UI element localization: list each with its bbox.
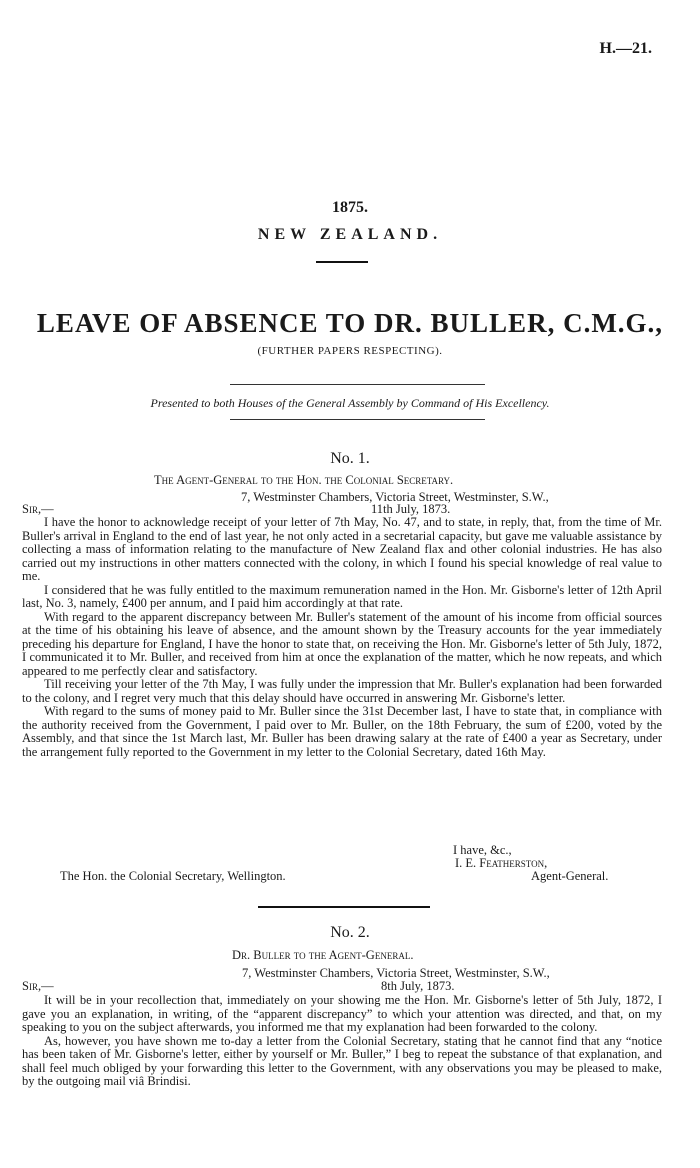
letter-salutation: Sir,— [22, 502, 54, 516]
letter-heading: The Agent-General to the Hon. the Colonial Secretary. [154, 473, 454, 487]
paragraph: As, however, you have shown me to-day a letter from the Colonial Secretary, stating that he cannot find that any “notice has been taken of Mr. Gisborne's letter, either by yourself or Mr. Buller,” I beg to repeat the substance of that explanation, and shall feel much obliged by your forwarding this letter to the Government, with any observations you may be pleased to make, by the outgoing mail viâ Brindisi. [22, 1033, 662, 1088]
letter-number: No. 2. [330, 924, 370, 941]
letter-signature: I. E. Featherston, [455, 856, 548, 870]
letter-closing: I have, &c., [453, 843, 512, 857]
presented-line: Presented to both Houses of the General Assembly by Command of His Excellency. [150, 396, 550, 410]
signer-title: Agent-General. [531, 869, 609, 883]
section-rule [258, 906, 430, 908]
letter-heading: Dr. Buller to the Agent-General. [232, 948, 414, 962]
letter-date: 11th July, 1873. [371, 502, 451, 516]
paper-reference: H.—21. [599, 40, 652, 57]
year: 1875. [332, 199, 368, 216]
paragraph: Till receiving your letter of the 7th May, I was fully under the impression that Mr. Buller's explanation had been forwarded to the colony, and I regret very much that this delay should have occurred in answering Mr. Gisborne's letter. [22, 677, 662, 705]
paragraph: With regard to the sums of money paid to Mr. Buller since the 31st December last, I have to state that, in compliance with the authority received from the Government, I paid over to Mr. Buller, on the 18th February, the sum of £200, voted by the Assembly, and that since the 1st March last, Mr. Buller has been drawing salary at the rate of £400 a year as Secretary, under the arrangement fully reported to the Government in my letter to the Colonial Secretary, dated 16th May. [22, 704, 662, 759]
letter-date: 8th July, 1873. [381, 979, 455, 993]
country-heading: NEW ZEALAND. [257, 226, 443, 243]
letter-salutation: Sir,— [22, 979, 54, 993]
letter-number: No. 1. [330, 450, 370, 467]
paragraph: It will be in your recollection that, immediately on your showing me the Hon. Mr. Gisborne's letter of 5th July, 1872, I gave you an explanation, in writing, of the “apparent discrepancy” to which your attention was directed, and that, on my speaking to you on the subject afterwards, you informed me that my explanation had been forwarded to the colony. [22, 993, 662, 1034]
paragraph: I considered that he was fully entitled to the maximum remuneration named in the Hon. Mr. Gisborne's letter of 12th April last, No. 3, namely, £400 per annum, and I paid him accordingly at that rate. [22, 582, 662, 610]
short-rule [316, 261, 368, 263]
letter-addressee: The Hon. the Colonial Secretary, Wellington. [60, 869, 286, 883]
letter-body [22, 994, 662, 1089]
letter-address: 7, Westminster Chambers, Victoria Street, Westminster, S.W., [242, 966, 550, 980]
document-title: LEAVE OF ABSENCE TO DR. BULLER, C.M.G., [36, 308, 664, 338]
letter-body [22, 516, 662, 759]
paragraph: With regard to the apparent discrepancy between Mr. Buller's statement of the amount of his income from official sources at the time of his obtaining his leave of absence, and the amount shown by the Treasury accounts for the year immediately preceding his departure for England, I have the honor to state that, on receiving the Hon. Mr. Gisborne's letter of 5th July, 1872, I communicated it to Mr. Buller, and received from him at once the explanation of the matter, which he now repeats, and which appeared to me perfectly clear and satisfactory. [22, 609, 662, 678]
divider-rule [230, 384, 485, 385]
letter-address: 7, Westminster Chambers, Victoria Street, Westminster, S.W., [241, 490, 549, 504]
paragraph: I have the honor to acknowledge receipt of your letter of 7th May, No. 47, and to state, in reply, that, from the time of Mr. Buller's arrival in England to the end of last year, he not only acted in a secretarial capacity, but gave me valuable assistance by collecting a mass of information relating to the manufacture of New Zealand flax and other colonial industries. He has also carried out my instructions in other matters connected with the colony, in which I found his special knowledge of real value to me. [22, 515, 662, 583]
document-subtitle: (FURTHER PAPERS RESPECTING). [257, 345, 443, 357]
divider-rule [230, 419, 485, 420]
